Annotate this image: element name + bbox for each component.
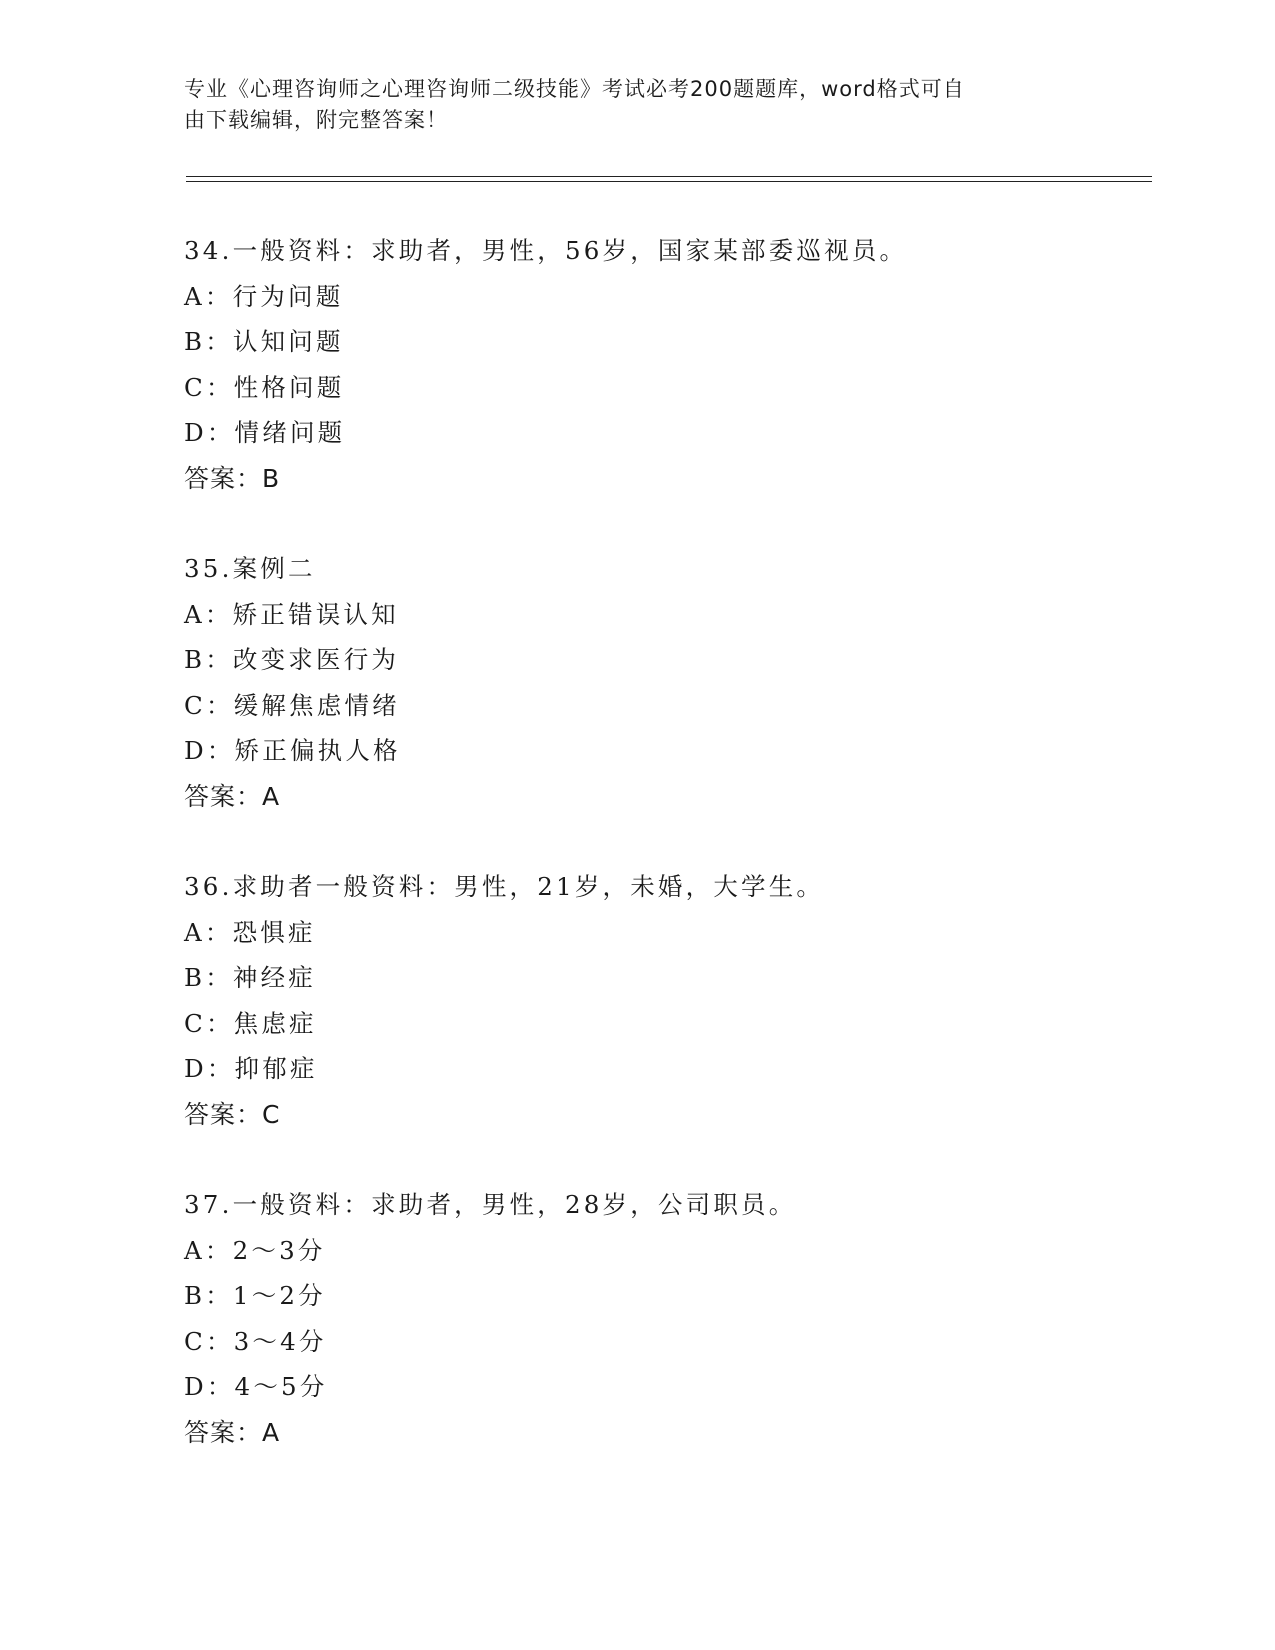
question-34: [184, 228, 1084, 501]
question-stem: 36.求助者一般资料：男性，21岁，未婚，大学生。: [184, 872, 825, 901]
answer-label: 答案：: [184, 781, 263, 811]
header-divider: [186, 176, 1152, 182]
answer-line: [184, 1410, 1084, 1456]
answer-label: 答案：: [184, 1099, 263, 1129]
option-a: A：矫正错误认知: [184, 599, 399, 629]
answer-label: 答案：: [184, 463, 263, 493]
answer-label: 答案：: [184, 1417, 263, 1447]
question-35: [184, 546, 1084, 819]
option-d: D：4～5分: [184, 1372, 328, 1401]
option-d: D：抑郁症: [184, 1054, 318, 1083]
header-line-1: 专业《心理咨询师之心理咨询师二级技能》考试必考200题题库，word格式可自: [184, 77, 965, 101]
option-b: B：改变求医行为: [184, 645, 400, 674]
answer-line: [184, 1092, 1084, 1138]
question-stem: 34.一般资料：求助者，男性，56岁，国家某部委巡视员。: [184, 236, 908, 265]
option-c: C：焦虑症: [184, 1008, 317, 1038]
question-36: [184, 864, 1084, 1137]
option-c: C：缓解焦虑情绪: [184, 690, 400, 720]
option-b: B：认知问题: [184, 327, 344, 356]
question-stem: 35.案例二: [184, 554, 316, 583]
option-a: A：恐惧症: [184, 917, 316, 947]
question-37: [184, 1182, 1084, 1455]
option-a: A：2～3分: [184, 1235, 326, 1265]
document-header: [184, 74, 1064, 136]
answer-line: [184, 456, 1084, 502]
answer-line: [184, 774, 1084, 820]
option-b: B：神经症: [184, 963, 317, 992]
option-d: D：情绪问题: [184, 418, 346, 447]
answer-value: A: [262, 781, 281, 811]
option-c: C：性格问题: [184, 372, 345, 402]
answer-value: A: [262, 1417, 281, 1447]
option-c: C：3～4分: [184, 1326, 327, 1356]
option-b: B：1～2分: [184, 1281, 326, 1310]
header-line-2: 由下载编辑，附完整答案！: [184, 108, 448, 132]
question-stem: 37.一般资料：求助者，男性，28岁，公司职员。: [184, 1190, 797, 1219]
option-a: A：行为问题: [184, 281, 344, 311]
option-d: D：矫正偏执人格: [184, 736, 401, 765]
answer-value: B: [262, 463, 281, 493]
answer-value: C: [262, 1099, 281, 1129]
